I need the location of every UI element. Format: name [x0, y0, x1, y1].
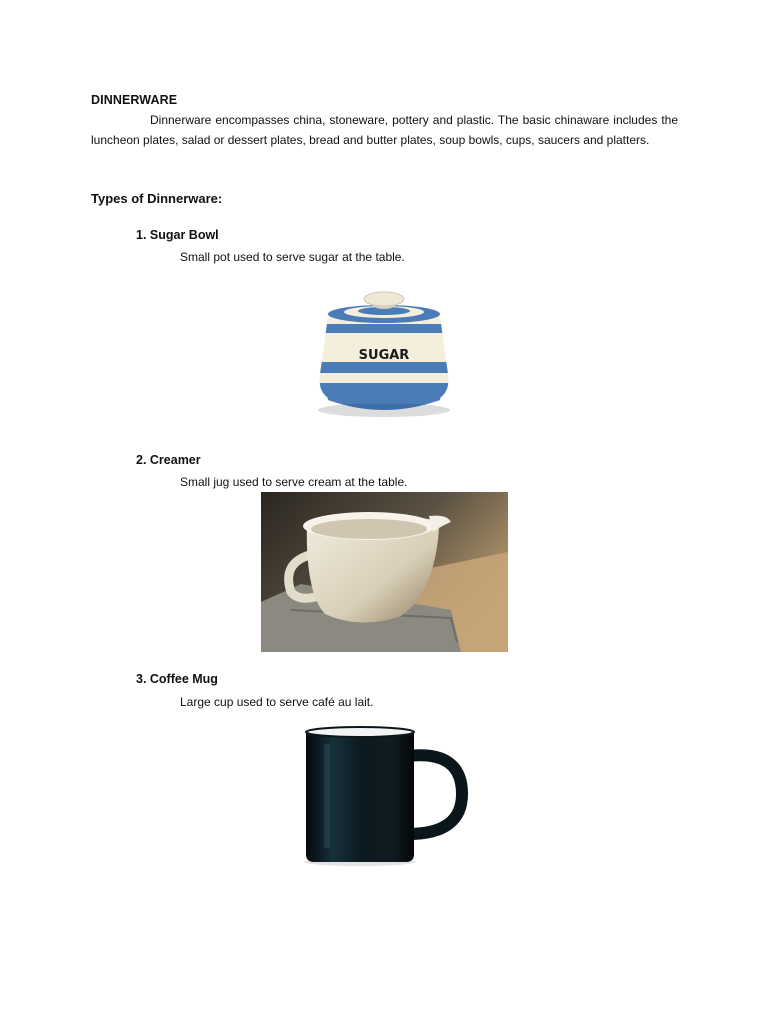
item-description-creamer: Small jug used to serve cream at the table.	[180, 475, 408, 489]
item-description-coffee-mug: Large cup used to serve café au lait.	[180, 695, 374, 709]
item-description-sugar-bowl: Small pot used to serve sugar at the table.	[180, 250, 405, 264]
intro-paragraph: Dinnerware encompasses china, stoneware, pottery and plastic. The basic chinaware includes the luncheon plates, salad or dessert plates, bread and butter plates, soup bowls, cups, saucers and platters.	[91, 113, 678, 147]
item-heading-creamer: 2. Creamer	[136, 453, 201, 467]
item-heading-sugar-bowl: 1. Sugar Bowl	[136, 228, 219, 242]
creamer-image	[261, 492, 508, 652]
section-title: Types of Dinnerware:	[91, 191, 223, 206]
sugar-label: SUGAR	[358, 348, 410, 363]
coffee-mug-image	[298, 722, 474, 868]
document-title: DINNERWARE	[91, 93, 178, 107]
sugar-bowl-image	[306, 286, 462, 420]
item-heading-coffee-mug: 3. Coffee Mug	[136, 672, 218, 686]
